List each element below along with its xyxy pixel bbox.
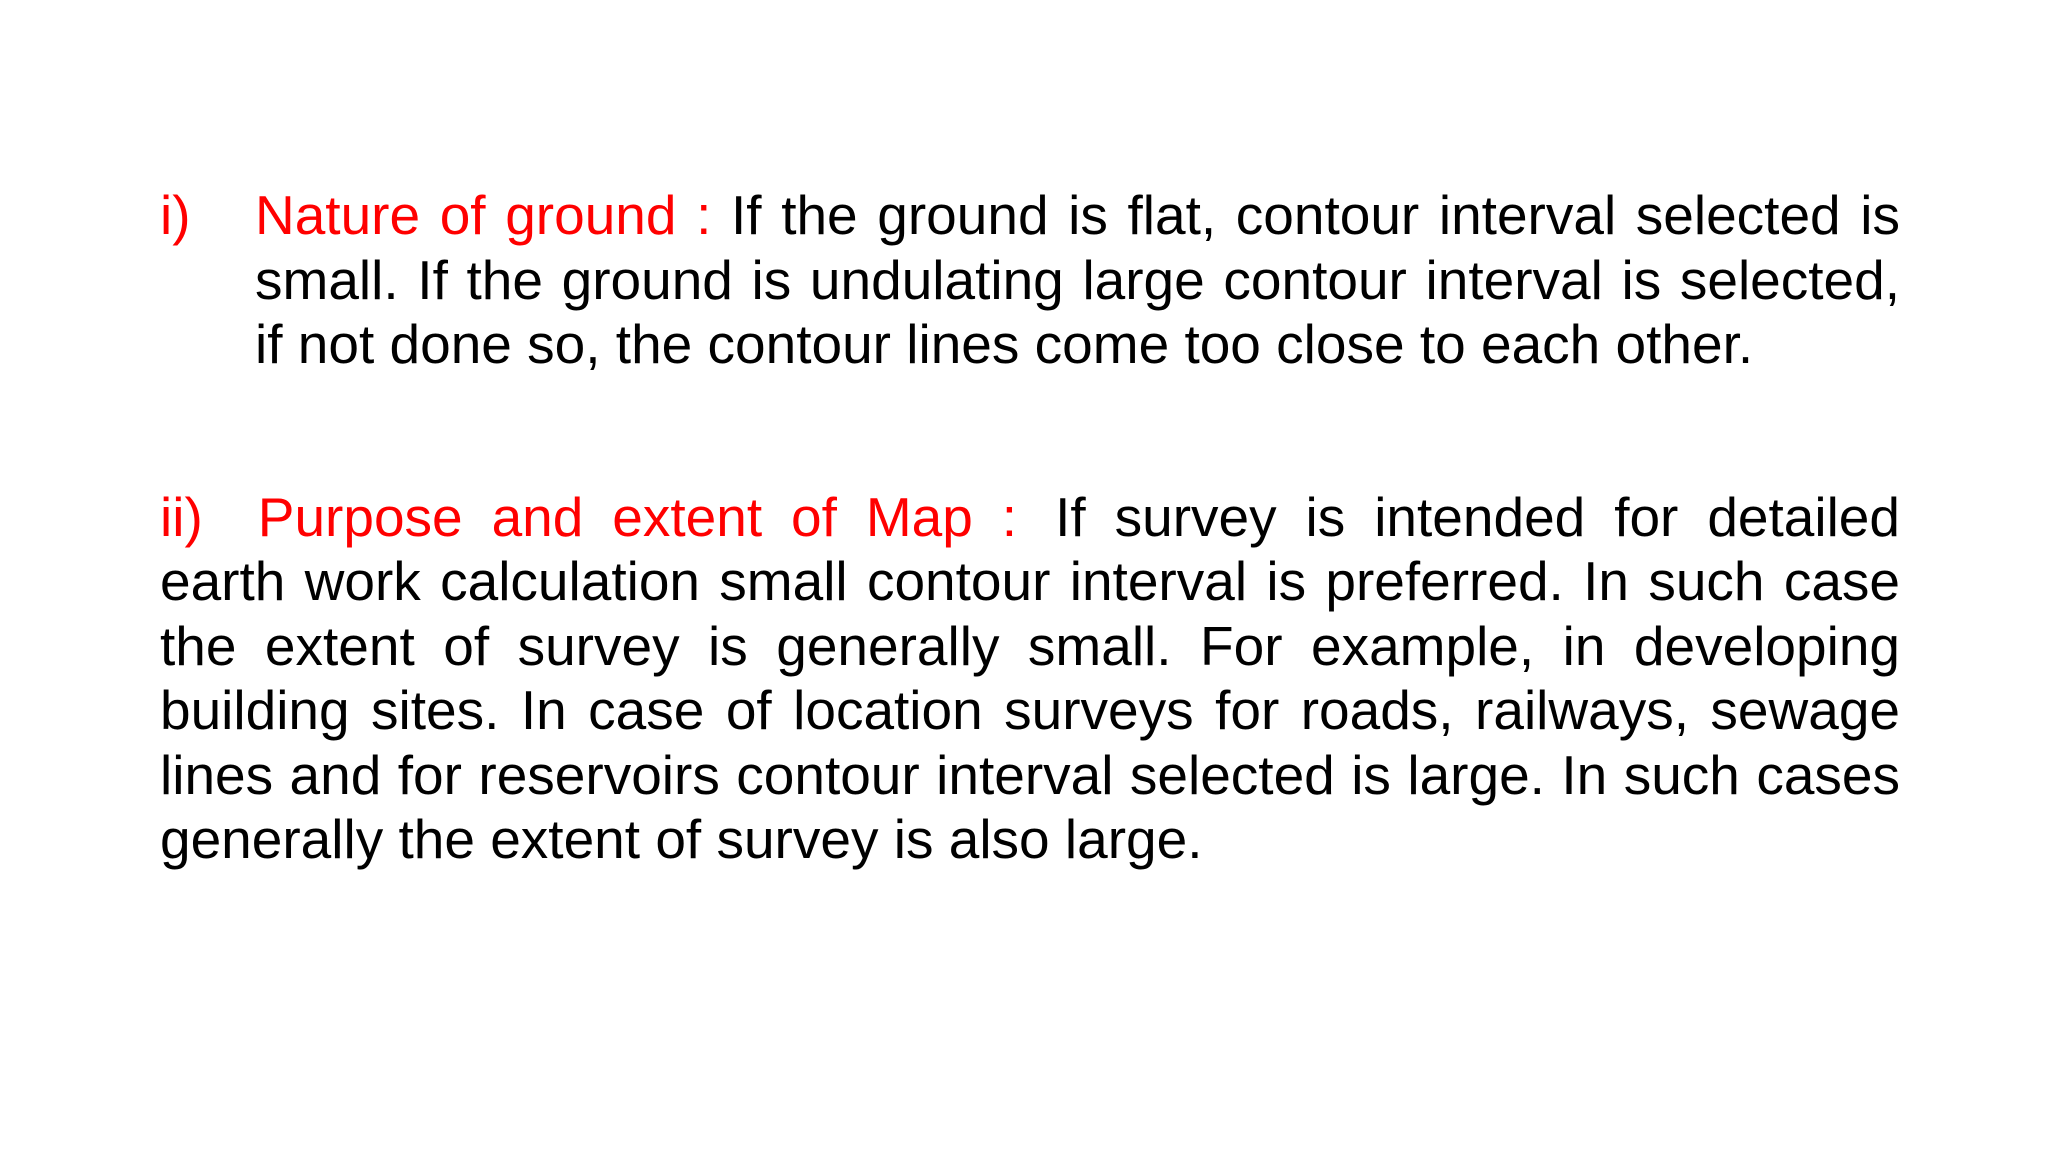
list-marker: ii) [160, 485, 203, 548]
item-body-text: If survey is intended for detailed earth work calculation small contour interval is preferred. In such case the extent of survey is generally small. For example, in developing building sites. In case of location surveys for roads, railways, sewage lines and for reservoirs contour interval selected is large. In such cases generally the extent of survey is also large. [160, 485, 1900, 870]
item-heading: Nature of ground : [255, 184, 712, 246]
slide-content [160, 183, 1900, 872]
item-heading: Purpose and extent of Map : [257, 485, 1018, 548]
list-marker: i) [160, 184, 191, 246]
list-item-purpose-and-extent [160, 485, 1900, 872]
list-item-nature-of-ground [160, 183, 1900, 377]
item-body-text: If the ground is flat, contour interval selected is small. If the ground is undulating large contour interval is selected, if not done so, the contour lines come too close to each other. [255, 184, 1900, 375]
